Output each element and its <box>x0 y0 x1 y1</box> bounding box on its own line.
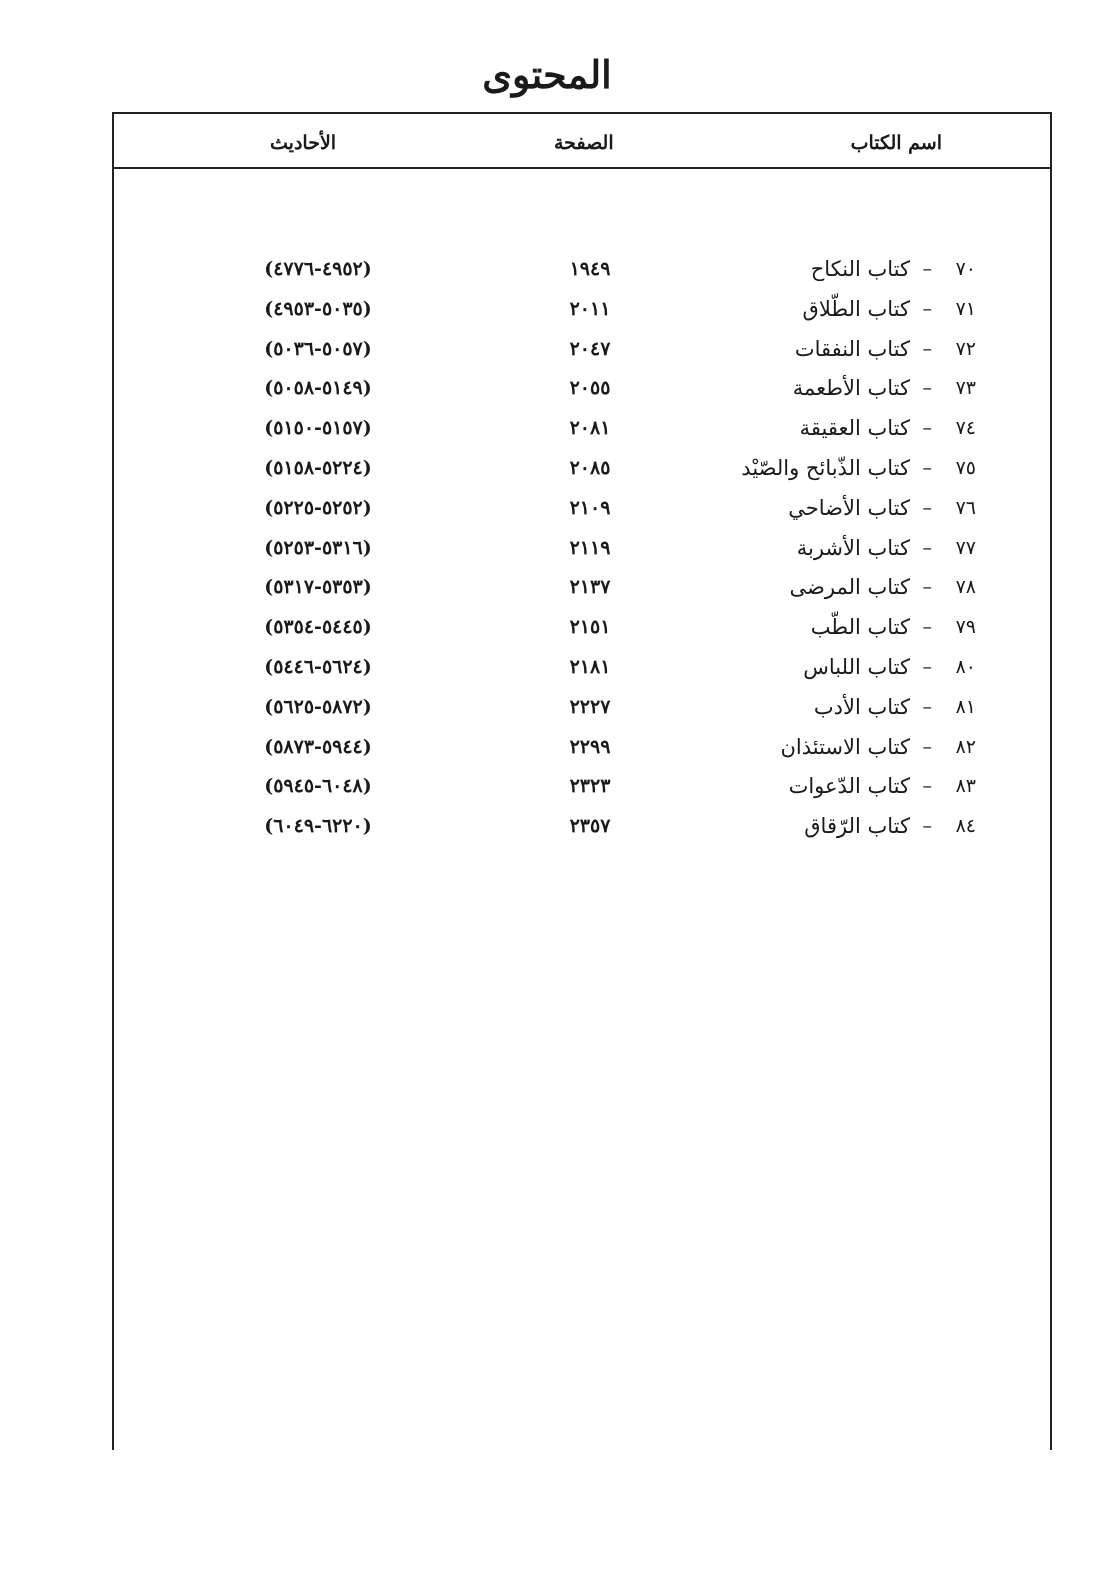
column-header-page: الصفحة <box>554 132 614 154</box>
table-row <box>114 652 1050 692</box>
book-title: كتاب الأشربة <box>796 535 910 560</box>
page-number: ٢٠٨٥ <box>569 456 611 479</box>
book-title: كتاب الأطعمة <box>792 376 910 401</box>
book-number: ٧٧ <box>955 536 976 559</box>
column-header-book-name: اسم الكتاب <box>850 132 942 154</box>
page-number: ٢٠٤٧ <box>569 337 611 360</box>
hadith-range: (٦٢٢٠-٦٠٤٩) <box>264 815 372 838</box>
table-row <box>114 732 1050 772</box>
book-number: ٧٢ <box>955 337 976 360</box>
page-number: ١٩٤٩ <box>569 258 611 280</box>
book-title: كتاب الأدب <box>813 694 910 719</box>
table-body <box>114 254 1050 851</box>
book-title: كتاب النفقات <box>794 336 910 361</box>
book-number: ٨٢ <box>955 735 976 758</box>
page-number: ٢٠٥٥ <box>569 377 611 400</box>
page-number: ٢٢٢٧ <box>569 695 611 718</box>
table-header <box>114 114 1050 169</box>
separator-dash: – <box>922 536 932 559</box>
book-title: كتاب اللباس <box>803 654 910 679</box>
hadith-range: (٤٩٥٢-٤٧٧٦) <box>264 258 372 280</box>
separator-dash: – <box>922 655 932 678</box>
hadith-range: (٥٦٢٤-٥٤٤٦) <box>264 655 372 678</box>
book-title: كتاب العقيقة <box>799 416 910 441</box>
table-row <box>114 692 1050 732</box>
book-title: كتاب الذّبائح والصّيْد <box>741 455 910 480</box>
separator-dash: – <box>922 735 932 758</box>
separator-dash: – <box>922 337 932 360</box>
book-title: كتاب المرضى <box>789 575 910 600</box>
page-number: ٢٣٢٣ <box>569 775 611 798</box>
separator-dash: – <box>922 775 932 798</box>
contents-table <box>112 112 1052 1450</box>
separator-dash: – <box>922 456 932 479</box>
hadith-range: (٥٨٧٢-٥٦٢٥) <box>264 695 372 718</box>
separator-dash: – <box>922 576 932 599</box>
book-number: ٧٨ <box>955 576 976 599</box>
separator-dash: – <box>922 258 932 280</box>
book-title: كتاب الأضاحي <box>788 495 910 520</box>
table-row <box>114 771 1050 811</box>
table-row <box>114 811 1050 851</box>
hadith-range: (٥٩٤٤-٥٨٧٣) <box>264 735 372 758</box>
page-number: ٢١٨١ <box>569 655 611 678</box>
book-title: كتاب الطّب <box>810 615 910 640</box>
book-number: ٧٥ <box>955 456 976 479</box>
table-row <box>114 373 1050 413</box>
table-row <box>114 612 1050 652</box>
book-number: ٨٠ <box>955 655 976 678</box>
hadith-range: (٥٣٥٣-٥٣١٧) <box>264 576 372 599</box>
hadith-range: (٥١٤٩-٥٠٥٨) <box>264 377 372 400</box>
hadith-range: (٥٠٥٧-٥٠٣٦) <box>264 337 372 360</box>
table-row <box>114 572 1050 612</box>
separator-dash: – <box>922 695 932 718</box>
hadith-range: (٥٠٣٥-٤٩٥٣) <box>264 297 372 320</box>
separator-dash: – <box>922 417 932 440</box>
book-number: ٨١ <box>955 695 976 718</box>
hadith-range: (٥٣١٦-٥٢٥٣) <box>264 536 372 559</box>
hadith-range: (٥٤٤٥-٥٣٥٤) <box>264 616 372 639</box>
book-number: ٧١ <box>955 297 976 320</box>
page-number: ٢٠٨١ <box>569 417 611 440</box>
book-number: ٧٩ <box>955 616 976 639</box>
page-title: المحتوى <box>482 52 612 97</box>
book-title: كتاب الرّقاق <box>804 814 910 839</box>
table-row <box>114 294 1050 334</box>
page-number: ٢٠١١ <box>569 297 611 320</box>
book-number: ٧٤ <box>955 417 976 440</box>
book-number: ٨٣ <box>955 775 976 798</box>
book-title: كتاب الاستئذان <box>780 734 910 759</box>
separator-dash: – <box>922 815 932 838</box>
hadith-range: (٥٢٥٢-٥٢٢٥) <box>264 496 372 519</box>
page-number: ٢١١٩ <box>569 536 611 559</box>
book-number: ٧٠ <box>955 258 976 280</box>
book-title: كتاب الطّلاق <box>802 296 910 321</box>
hadith-range: (٦٠٤٨-٥٩٤٥) <box>264 775 372 798</box>
table-row <box>114 413 1050 453</box>
table-row <box>114 334 1050 374</box>
table-row <box>114 453 1050 493</box>
page-number: ٢١٣٧ <box>569 576 611 599</box>
hadith-range: (٥١٥٧-٥١٥٠) <box>264 417 372 440</box>
table-row <box>114 533 1050 573</box>
table-row <box>114 493 1050 533</box>
book-title: كتاب النكاح <box>810 257 910 281</box>
table-row <box>114 254 1050 294</box>
page-number: ٢٢٩٩ <box>569 735 611 758</box>
hadith-range: (٥٢٢٤-٥١٥٨) <box>264 456 372 479</box>
page-number: ٢١٥١ <box>569 616 611 639</box>
book-number: ٨٤ <box>955 815 976 838</box>
separator-dash: – <box>922 297 932 320</box>
book-number: ٧٦ <box>955 496 976 519</box>
page-number: ٢١٠٩ <box>569 496 611 519</box>
page-number: ٢٣٥٧ <box>569 815 611 838</box>
book-number: ٧٣ <box>955 377 976 400</box>
separator-dash: – <box>922 496 932 519</box>
book-title: كتاب الدّعوات <box>788 774 910 799</box>
column-header-hadith: الأحاديث <box>270 132 337 154</box>
separator-dash: – <box>922 377 932 400</box>
separator-dash: – <box>922 616 932 639</box>
